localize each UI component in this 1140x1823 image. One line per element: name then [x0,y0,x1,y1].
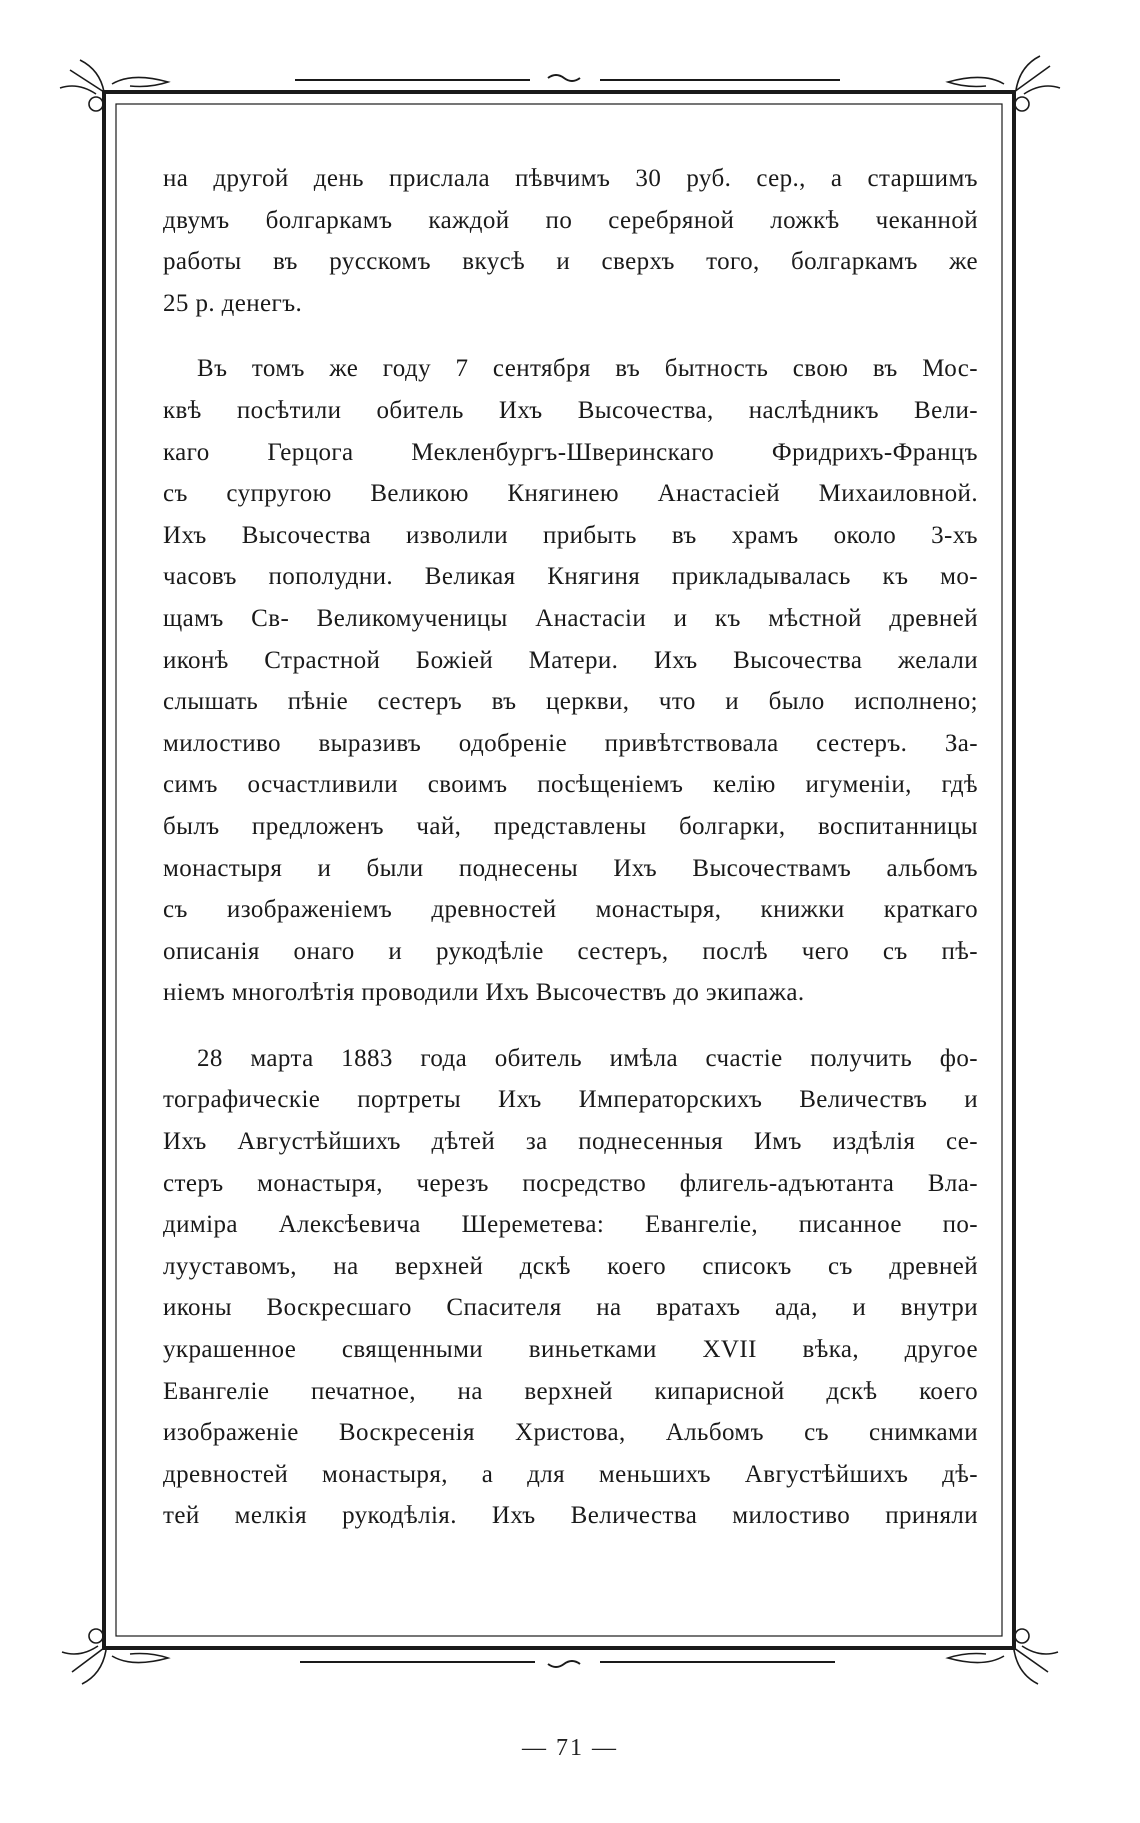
text-line: 28 марта 1883 года обитель имѣла счастiе получить фо- [197,1044,978,1072]
paragraph-2 [163,348,978,1014]
text-line: каго Герцога Мекленбургъ-Шверинскаго Фридрихъ-Францъ [163,438,978,466]
text-line: древностей монастыря, а для меньшихъ Августѣйшихъ дѣ- [163,1460,978,1488]
text-line: Въ томъ же году 7 сентября въ бытность свою въ Мос- [197,355,978,383]
text-line: тографическiе портреты Ихъ Императорскихъ Величествъ и [163,1086,978,1114]
text-line: на другой день прислала пѣвчимъ 30 руб. сер., а старшимъ [163,165,978,192]
text-line: монастыря и были поднесены Ихъ Высочествамъ альбомъ [163,854,978,882]
page-body [163,158,978,1537]
text-line: слышать пѣнiе сестеръ въ церкви, что и было исполнено; [163,688,978,716]
paragraph-3 [163,1038,978,1537]
corner-ornament-top-left [60,60,168,111]
corner-ornament-bottom-right [948,1629,1058,1684]
text-line: изображенiе Воскресенiя Христова, Альбомъ съ снимками [163,1419,978,1447]
text-line: 25 р. денегъ. [163,289,303,317]
text-line: милостиво выразивъ одобренiе привѣтствовала сестеръ. За- [163,729,978,757]
text-line: лууставомъ, на верхней дскѣ коего списокъ съ древней [163,1252,978,1280]
text-line: иконѣ Страстной Божiей Матери. Ихъ Высочества желали [163,646,978,674]
corner-ornament-bottom-left [62,1629,168,1684]
paragraph-1 [163,158,978,324]
text-line: съ изображенiемъ древностей монастыря, книжки краткаго [163,896,978,924]
text-line: былъ предложенъ чай, представлены болгарки, воспитанницы [163,812,978,840]
text-line: димiра Алексѣевича Шереметева: Евангелiе, писанное по- [163,1211,978,1239]
text-line: квѣ посѣтили обитель Ихъ Высочества, наслѣдникъ Вели- [163,396,978,424]
page-number: — 71 — [522,1735,618,1761]
corner-ornament-top-right [948,56,1060,111]
text-line: нiемъ многолѣтiя проводили Ихъ Высочествъ до экипажа. [163,979,805,1007]
text-line: тей мелкiя рукодѣлiя. Ихъ Величества милостиво приняли [163,1502,978,1530]
text-line: иконы Воскресшаго Спасителя на вратахъ ада, и внутри [163,1294,978,1322]
text-line: двумъ болгаркамъ каждой по серебряной ложкѣ чеканной [163,206,978,234]
text-line: Ихъ Высочества изволили прибыть въ храмъ около 3-хъ [163,521,978,549]
text-line: Евангелiе печатное, на верхней кипарисной дскѣ коего [163,1377,978,1405]
text-line: щамъ Св- Великомученицы Анастасiи и къ мѣстной древней [163,604,978,632]
text-line: симъ осчастливили своимъ посѣщенiемъ келiю игуменiи, гдѣ [163,771,978,799]
text-line: описанiя онаго и рукодѣлiе сестеръ, послѣ чего съ пѣ- [163,937,978,965]
text-line: украшенное священными виньетками XVII вѣка, другое [163,1336,978,1364]
text-line: Ихъ Августѣйшихъ дѣтей за поднесенныя Имъ издѣлiя се- [163,1128,978,1156]
text-line: работы въ русскомъ вкусѣ и сверхъ того, болгаркамъ же [163,248,978,276]
text-line: часовъ пополудни. Великая Княгиня прикладывалась къ мо- [163,563,978,591]
text-line: стеръ монастыря, черезъ посредство флигель-адъютанта Вла- [163,1169,978,1197]
text-line: съ супругою Великою Княгинею Анастасiей Михаиловной. [163,480,978,508]
